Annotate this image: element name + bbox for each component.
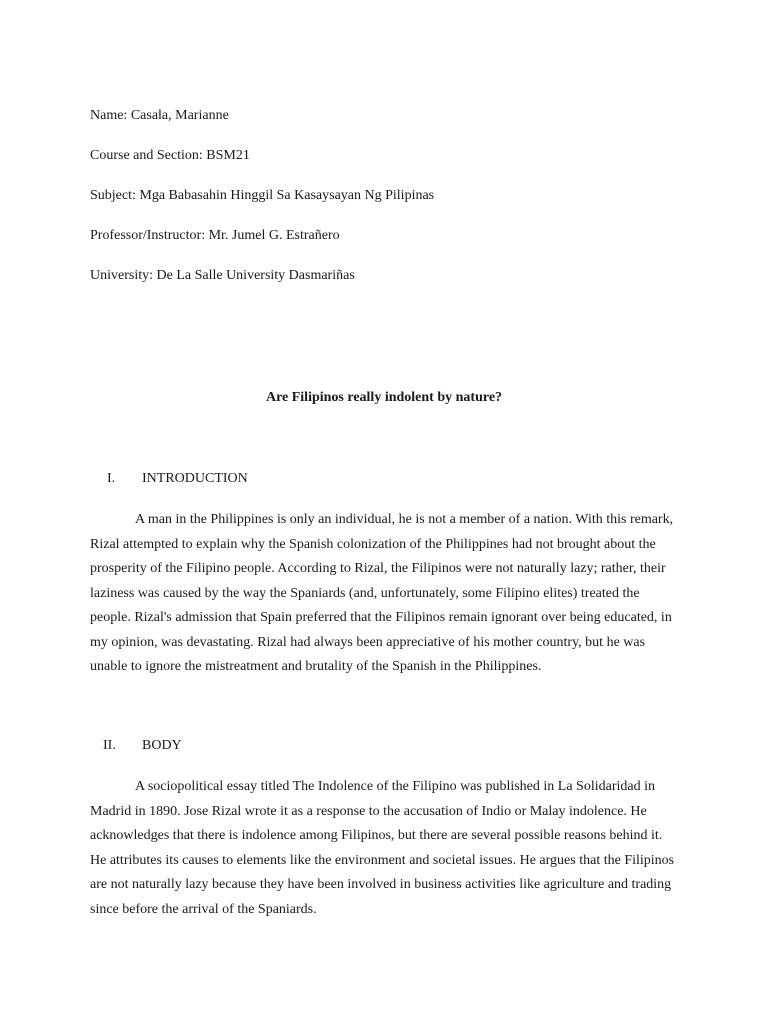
subject: Subject: Mga Babasahin Hinggil Sa Kasaysayan Ng Pilipinas [90,188,435,203]
course-section: Course and Section: BSM21 [90,148,250,163]
section-numeral: II. [103,738,116,753]
student-name: Name: Casala, Marianne [90,108,229,123]
section-numeral: I. [107,471,116,486]
university: University: De La Salle University Dasmariñas [90,268,355,283]
section-title: INTRODUCTION [142,471,248,486]
section-title: BODY [142,738,182,753]
body-paragraph: A sociopolitical essay titled The Indolence of the Filipino was published in La Solidaridad in Madrid in 1890. Jose Rizal wrote it as a response to the accusation of Indio or Malay indolence. He acknowledges that there is indolence among Filipinos, but there are several possible reasons behind it. He attributes its causes to elements like the environment and societal issues. He argues that the Filipinos are not naturally lazy because they have been involved in business activities like agriculture and trading since before the arrival of the Spaniards. [90,779,675,917]
introduction-paragraph: A man in the Philippines is only an individual, he is not a member of a nation. With this remark, Rizal attempted to explain why the Spanish colonization of the Philippines had not brought about the prosperity of the Filipino people. According to Rizal, the Filipinos were not naturally lazy; rather, their laziness was caused by the way the Spaniards (and, unfortunately, some Filipino elites) treated the people. Rizal's admission that Spain preferred that the Filipinos remain ignorant over being educated, in my opinion, was devastating. Rizal had always been appreciative of his mother country, but he was unable to ignore the mistreatment and brutality of the Spanish in the Philippines. [90,512,674,674]
essay-title: Are Filipinos really indolent by nature? [265,390,503,405]
professor: Professor/Instructor: Mr. Jumel G. Estrañero [90,228,340,243]
